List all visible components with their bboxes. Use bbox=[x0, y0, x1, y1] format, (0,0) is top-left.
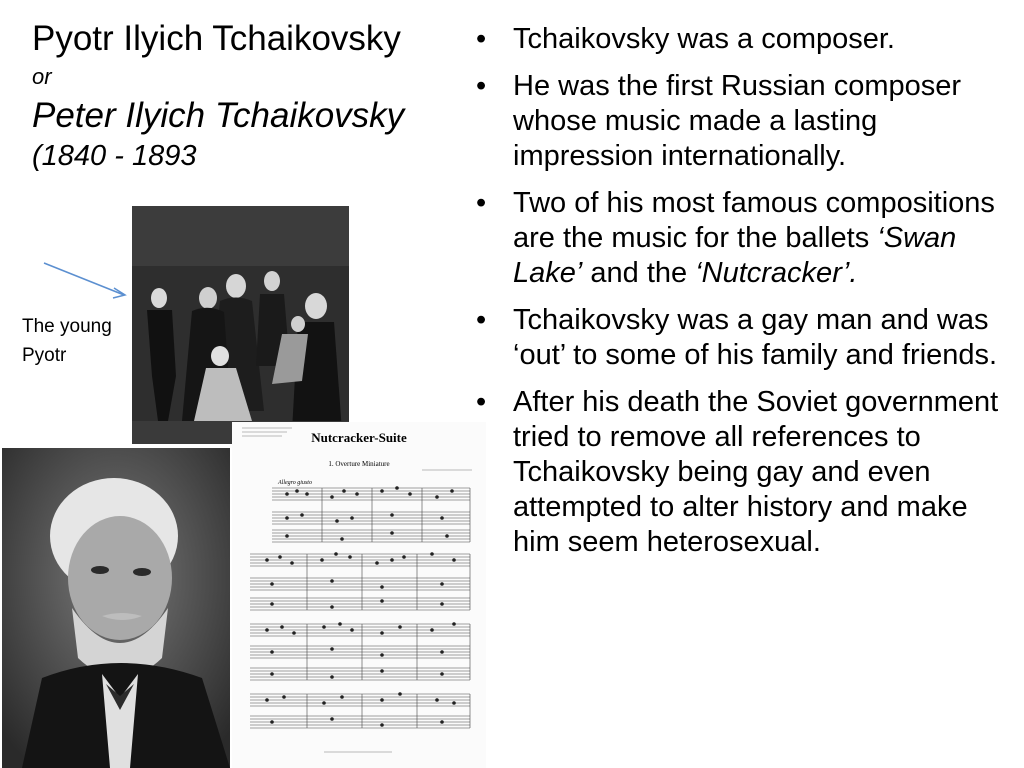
sheet-subtitle: 1. Overture Miniature bbox=[328, 460, 390, 468]
sheet-tempo: Allegro giusto bbox=[278, 480, 312, 486]
bullet-item: • Two of his most famous compositions are the music for the ballets ‘Swan Lake’ and the ‘Nutcracker’. bbox=[476, 187, 995, 289]
bullet-item: • After his death the Soviet government tried to remove all references to Tchaikovsky being gay and even attempted to alter history and make him seem heterosexual. bbox=[476, 386, 999, 558]
photo-caption: The young Pyotr bbox=[22, 316, 112, 366]
family-photo bbox=[132, 206, 349, 444]
title-years: (1840 - 1893 bbox=[32, 140, 197, 172]
bullet-item: • He was the first Russian composer whose music made a lasting impression internationally. bbox=[476, 70, 962, 172]
bullet-icon: • bbox=[476, 187, 487, 219]
bullet-item: • Tchaikovsky was a gay man and was ‘out’ to some of his family and friends. bbox=[476, 304, 998, 371]
bullet-icon: • bbox=[476, 23, 487, 55]
bullet-icon: • bbox=[476, 304, 487, 336]
title-name-pyotr: Pyotr Ilyich Tchaikovsky bbox=[32, 19, 401, 58]
title-name-peter: Peter Ilyich Tchaikovsky bbox=[32, 96, 405, 135]
bullet-icon: • bbox=[476, 70, 487, 102]
bullet-icon: • bbox=[476, 386, 487, 418]
portrait-photo bbox=[2, 448, 230, 768]
sheet-music-image bbox=[232, 422, 486, 768]
sheet-title: Nutcracker-Suite bbox=[311, 430, 407, 445]
pointer-arrow bbox=[38, 258, 133, 303]
title-or: or bbox=[32, 64, 52, 89]
bullet-item: • Tchaikovsky was a composer. bbox=[476, 23, 895, 55]
slide-title bbox=[32, 18, 472, 174]
bullet-list bbox=[472, 22, 1002, 572]
